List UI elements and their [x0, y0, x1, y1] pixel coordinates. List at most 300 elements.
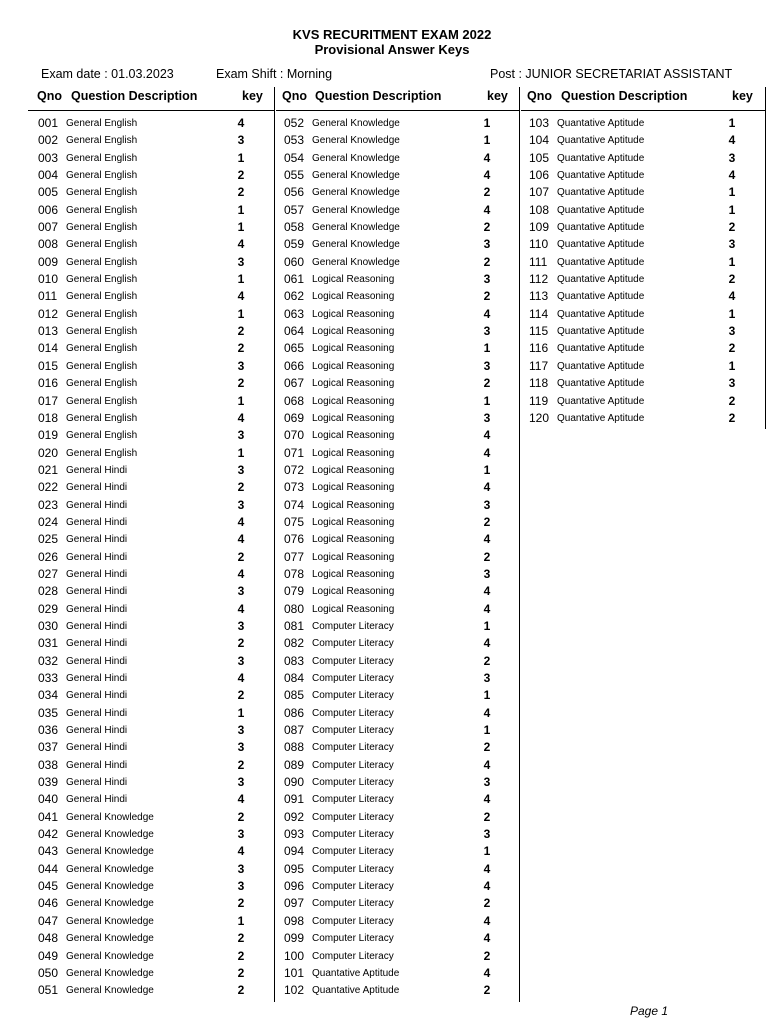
- answer-row: [38, 184, 268, 201]
- question-number: 008: [38, 237, 59, 252]
- question-number: 009: [38, 254, 59, 269]
- answer-row: [38, 340, 268, 357]
- answer-key: 1: [483, 688, 491, 703]
- answer-key: 2: [237, 168, 245, 183]
- question-description: General Knowledge: [312, 239, 400, 251]
- question-description: Computer Literacy: [312, 950, 394, 962]
- answer-row: [284, 410, 514, 427]
- answer-key: 1: [237, 913, 245, 928]
- question-number: 061: [284, 272, 305, 287]
- question-description: General English: [66, 291, 138, 303]
- question-description: General English: [66, 378, 138, 390]
- answer-row: [529, 150, 759, 167]
- answer-row: [38, 427, 268, 444]
- answer-key: 1: [483, 844, 491, 859]
- question-number: 095: [284, 861, 305, 876]
- question-number: 080: [284, 601, 305, 616]
- answer-key: 2: [483, 185, 491, 200]
- question-number: 039: [38, 775, 59, 790]
- answer-key: 2: [483, 514, 491, 529]
- question-number: 025: [38, 532, 59, 547]
- answer-row: [284, 861, 514, 878]
- answer-row: [529, 202, 759, 219]
- question-description: Logical Reasoning: [312, 447, 395, 459]
- page-number: Page 1: [630, 1004, 669, 1018]
- question-description: General English: [66, 152, 138, 164]
- answer-row: [38, 601, 268, 618]
- answer-row: [529, 288, 759, 305]
- answer-key: 2: [483, 549, 491, 564]
- question-number: 011: [38, 289, 58, 304]
- question-description: Quantative Aptitude: [557, 274, 645, 286]
- answer-key: 2: [237, 376, 245, 391]
- question-description: Quantative Aptitude: [557, 291, 645, 303]
- question-number: 056: [284, 185, 305, 200]
- answer-row: [284, 774, 514, 791]
- question-description: Logical Reasoning: [312, 308, 395, 320]
- question-description: General English: [66, 395, 138, 407]
- question-description: General Knowledge: [312, 222, 400, 234]
- question-number: 004: [38, 168, 59, 183]
- question-number: 052: [284, 116, 305, 130]
- answer-key: 2: [483, 376, 491, 391]
- answer-row: [284, 618, 514, 635]
- question-description: Quantative Aptitude: [557, 360, 645, 372]
- question-description: Computer Literacy: [312, 915, 394, 927]
- answer-key: 3: [237, 861, 245, 876]
- question-number: 082: [284, 636, 305, 651]
- answer-row: [529, 236, 759, 253]
- question-number: 112: [529, 272, 549, 287]
- question-number: 002: [38, 133, 59, 148]
- answer-key: 2: [237, 965, 245, 980]
- answer-key: 1: [483, 116, 491, 130]
- question-number: 031: [38, 636, 59, 651]
- question-number: 059: [284, 237, 305, 252]
- question-description: Computer Literacy: [312, 725, 394, 737]
- answer-key: 4: [483, 931, 491, 946]
- document-subtitle: Provisional Answer Keys: [314, 42, 470, 57]
- answer-key: 1: [728, 306, 736, 321]
- answer-key: 1: [237, 705, 245, 720]
- answer-row: [38, 462, 268, 479]
- question-description: General Hindi: [66, 551, 128, 563]
- question-description: Quantative Aptitude: [557, 239, 645, 251]
- question-number: 038: [38, 757, 59, 772]
- question-number: 035: [38, 705, 59, 720]
- answer-key: 2: [237, 480, 245, 495]
- question-number: 007: [38, 220, 59, 235]
- question-description: Logical Reasoning: [312, 326, 395, 338]
- question-description: Computer Literacy: [312, 707, 394, 719]
- answer-key: 2: [483, 809, 491, 824]
- answer-row: [284, 531, 514, 548]
- answer-row: [38, 583, 268, 600]
- question-description: Quantative Aptitude: [557, 256, 645, 268]
- answer-row: [38, 618, 268, 635]
- question-description: General Knowledge: [66, 811, 154, 823]
- question-description: Logical Reasoning: [312, 516, 395, 528]
- answer-row: [38, 687, 268, 704]
- question-description: Logical Reasoning: [312, 378, 395, 390]
- answer-key: 1: [237, 150, 245, 165]
- question-number: 069: [284, 410, 305, 425]
- question-description: Logical Reasoning: [312, 343, 395, 355]
- answer-row: [284, 271, 514, 288]
- question-description: General Knowledge: [66, 881, 154, 893]
- question-description: Logical Reasoning: [312, 395, 395, 407]
- answer-key: 4: [237, 514, 245, 529]
- answer-row: [284, 132, 514, 149]
- question-number: 013: [38, 324, 59, 339]
- answer-key: 3: [237, 653, 245, 668]
- answer-key: 2: [237, 896, 245, 911]
- question-number: 065: [284, 341, 305, 356]
- question-number: 022: [38, 480, 59, 495]
- question-number: 019: [38, 428, 59, 443]
- answer-row: [38, 236, 268, 253]
- question-description: Logical Reasoning: [312, 412, 395, 424]
- answer-key: 3: [483, 671, 491, 685]
- question-number: 045: [38, 879, 59, 894]
- answer-key: 4: [483, 792, 491, 807]
- answer-column-3: [529, 115, 759, 427]
- answer-key: 2: [728, 410, 736, 425]
- answer-row: [38, 982, 268, 999]
- question-number: 072: [284, 462, 305, 477]
- question-number: 073: [284, 480, 305, 495]
- answer-row: [284, 184, 514, 201]
- question-number: 049: [38, 948, 59, 963]
- column-divider: [274, 87, 275, 1002]
- header-key: key: [487, 89, 508, 103]
- answer-row: [529, 358, 759, 375]
- answer-key: 4: [237, 237, 245, 252]
- header-rule: [276, 110, 519, 111]
- question-description: General Hindi: [66, 794, 128, 806]
- answer-row: [38, 930, 268, 947]
- question-number: 001: [38, 116, 59, 130]
- answer-key: 4: [483, 202, 491, 217]
- answer-key: 2: [237, 636, 245, 651]
- question-number: 048: [38, 931, 59, 946]
- answer-row: [38, 757, 268, 774]
- answer-row: [38, 479, 268, 496]
- answer-key: 1: [728, 358, 736, 373]
- answer-key: 3: [237, 133, 245, 148]
- question-description: Quantative Aptitude: [557, 343, 645, 355]
- question-description: General Knowledge: [312, 118, 400, 129]
- answer-key: 4: [483, 445, 491, 460]
- answer-key: 1: [237, 272, 245, 287]
- answer-row: [284, 653, 514, 670]
- answer-key: 3: [728, 376, 736, 391]
- answer-row: [284, 635, 514, 652]
- question-description: Logical Reasoning: [312, 568, 395, 580]
- answer-row: [38, 965, 268, 982]
- question-number: 042: [38, 827, 59, 842]
- answer-key: 3: [237, 775, 245, 790]
- question-number: 016: [38, 376, 59, 391]
- question-description: General Hindi: [66, 534, 128, 546]
- answer-row: [284, 202, 514, 219]
- question-number: 108: [529, 202, 550, 217]
- answer-key: 2: [483, 289, 491, 304]
- question-number: 023: [38, 497, 59, 512]
- question-description: Quantative Aptitude: [557, 326, 645, 338]
- answer-key: 3: [728, 237, 736, 252]
- answer-row: [38, 410, 268, 427]
- answer-key: 3: [237, 584, 245, 599]
- question-description: General Knowledge: [66, 967, 154, 979]
- header-qno: Qno: [282, 89, 307, 103]
- question-number: 076: [284, 532, 305, 547]
- answer-row: [284, 254, 514, 271]
- answer-key: 4: [237, 289, 245, 304]
- question-number: 036: [38, 723, 59, 738]
- question-number: 063: [284, 306, 305, 321]
- answer-key: 1: [237, 220, 245, 235]
- answer-row: [284, 514, 514, 531]
- answer-row: [529, 167, 759, 184]
- answer-key: 2: [728, 220, 736, 235]
- answer-column-2: [284, 115, 514, 1000]
- question-number: 070: [284, 428, 305, 443]
- answer-key: 3: [483, 566, 491, 581]
- question-description: General Hindi: [66, 673, 128, 684]
- question-number: 088: [284, 740, 305, 755]
- question-number: 026: [38, 549, 59, 564]
- answer-key: 3: [237, 723, 245, 738]
- answer-row: [38, 861, 268, 878]
- answer-key: 4: [483, 601, 491, 616]
- answer-key: 1: [728, 116, 736, 130]
- answer-key: 2: [728, 272, 736, 287]
- question-number: 102: [284, 983, 305, 998]
- question-description: General Knowledge: [312, 152, 400, 164]
- question-description: General Hindi: [66, 568, 128, 580]
- answer-key: 3: [237, 497, 245, 512]
- question-number: 075: [284, 514, 305, 529]
- question-description: General Hindi: [66, 464, 128, 476]
- answer-row: [284, 739, 514, 756]
- question-number: 046: [38, 896, 59, 911]
- answer-row: [38, 514, 268, 531]
- answer-row: [284, 549, 514, 566]
- question-description: General Hindi: [66, 603, 128, 615]
- question-description: Computer Literacy: [312, 673, 394, 684]
- answer-row: [38, 219, 268, 236]
- question-number: 103: [529, 116, 550, 130]
- answer-row: [284, 566, 514, 583]
- answer-row: [284, 219, 514, 236]
- question-number: 071: [284, 445, 305, 460]
- question-number: 091: [284, 792, 305, 807]
- question-number: 030: [38, 618, 59, 633]
- answer-key: 2: [483, 740, 491, 755]
- answer-key: 4: [728, 133, 736, 148]
- question-number: 044: [38, 861, 59, 876]
- question-number: 087: [284, 723, 305, 738]
- question-description: Computer Literacy: [312, 638, 394, 650]
- answer-key: 1: [728, 185, 736, 200]
- answer-row: [284, 687, 514, 704]
- question-description: Logical Reasoning: [312, 534, 395, 546]
- question-number: 067: [284, 376, 305, 391]
- question-description: General Knowledge: [312, 204, 400, 216]
- exam-date: Exam date : 01.03.2023: [41, 67, 174, 81]
- answer-key: 3: [237, 428, 245, 443]
- answer-row: [38, 202, 268, 219]
- question-number: 083: [284, 653, 305, 668]
- answer-key: 1: [237, 393, 245, 408]
- question-number: 057: [284, 202, 305, 217]
- answer-row: [284, 930, 514, 947]
- answer-key: 4: [483, 913, 491, 928]
- answer-row: [38, 670, 268, 687]
- answer-key: 4: [483, 584, 491, 599]
- question-description: Quantative Aptitude: [557, 204, 645, 216]
- answer-row: [284, 150, 514, 167]
- question-description: Computer Literacy: [312, 846, 394, 858]
- answer-key: 3: [237, 254, 245, 269]
- answer-row: [284, 601, 514, 618]
- answer-key: 3: [237, 462, 245, 477]
- answer-key: 3: [237, 740, 245, 755]
- question-description: General Knowledge: [66, 863, 154, 875]
- answer-row: [529, 184, 759, 201]
- question-number: 092: [284, 809, 305, 824]
- answer-row: [284, 791, 514, 808]
- question-description: General Knowledge: [312, 170, 400, 182]
- question-number: 033: [38, 671, 59, 685]
- question-number: 043: [38, 844, 59, 859]
- answer-row: [38, 774, 268, 791]
- answer-row: [284, 340, 514, 357]
- answer-row: [38, 531, 268, 548]
- question-number: 114: [529, 306, 549, 321]
- question-description: Quantative Aptitude: [557, 395, 645, 407]
- answer-row: [38, 635, 268, 652]
- question-number: 051: [38, 983, 59, 998]
- answer-key: 4: [483, 480, 491, 495]
- question-number: 032: [38, 653, 59, 668]
- question-description: General Knowledge: [66, 846, 154, 858]
- question-description: General Hindi: [66, 516, 128, 528]
- answer-key: 4: [483, 636, 491, 651]
- answer-row: [284, 462, 514, 479]
- question-number: 081: [284, 618, 305, 633]
- answer-row: [529, 254, 759, 271]
- question-description: Quantative Aptitude: [312, 985, 400, 997]
- question-description: General English: [66, 326, 138, 338]
- question-number: 062: [284, 289, 305, 304]
- answer-row: [284, 965, 514, 982]
- answer-key: 1: [483, 723, 491, 738]
- question-description: General English: [66, 256, 138, 268]
- question-description: Logical Reasoning: [312, 430, 395, 442]
- question-number: 117: [529, 358, 549, 373]
- answer-row: [38, 115, 268, 132]
- answer-row: [284, 167, 514, 184]
- answer-column-1: [38, 115, 268, 1000]
- answer-key: 3: [483, 410, 491, 425]
- question-description: General English: [66, 239, 138, 251]
- question-number: 037: [38, 740, 59, 755]
- header-description: Question Description: [71, 89, 198, 103]
- answer-key: 1: [483, 393, 491, 408]
- answer-row: [38, 393, 268, 410]
- answer-key: 4: [483, 150, 491, 165]
- answer-key: 2: [237, 549, 245, 564]
- answer-row: [38, 826, 268, 843]
- header-key: key: [242, 89, 263, 103]
- answer-row: [529, 306, 759, 323]
- answer-key: 4: [483, 168, 491, 183]
- answer-key: 2: [237, 948, 245, 963]
- question-description: Quantative Aptitude: [557, 170, 645, 182]
- answer-row: [284, 393, 514, 410]
- question-number: 074: [284, 497, 305, 512]
- answer-row: [529, 375, 759, 392]
- column-divider: [519, 87, 520, 1002]
- answer-key: 2: [483, 983, 491, 998]
- question-description: General English: [66, 412, 138, 424]
- answer-key: 2: [483, 948, 491, 963]
- question-number: 028: [38, 584, 59, 599]
- answer-key: 4: [237, 566, 245, 581]
- answer-key: 2: [237, 324, 245, 339]
- answer-row: [284, 427, 514, 444]
- question-number: 055: [284, 168, 305, 183]
- answer-row: [529, 271, 759, 288]
- answer-row: [38, 843, 268, 860]
- answer-key: 2: [237, 185, 245, 200]
- answer-row: [284, 583, 514, 600]
- header-rule: [521, 110, 766, 111]
- answer-row: [38, 653, 268, 670]
- question-number: 024: [38, 514, 59, 529]
- answer-row: [38, 254, 268, 271]
- answer-key: 1: [237, 306, 245, 321]
- question-description: Computer Literacy: [312, 759, 394, 771]
- answer-key: 3: [237, 618, 245, 633]
- question-description: Logical Reasoning: [312, 360, 395, 372]
- question-number: 089: [284, 757, 305, 772]
- answer-row: [529, 393, 759, 410]
- answer-key: 4: [237, 410, 245, 425]
- answer-row: [38, 375, 268, 392]
- question-description: Logical Reasoning: [312, 274, 395, 286]
- answer-row: [284, 445, 514, 462]
- answer-key: 2: [483, 220, 491, 235]
- question-number: 068: [284, 393, 305, 408]
- question-description: Computer Literacy: [312, 829, 394, 841]
- question-number: 040: [38, 792, 59, 807]
- question-number: 116: [529, 341, 549, 356]
- question-number: 066: [284, 358, 305, 373]
- question-description: General Knowledge: [66, 915, 154, 927]
- question-number: 003: [38, 150, 59, 165]
- question-number: 050: [38, 965, 59, 980]
- question-description: Quantative Aptitude: [557, 308, 645, 320]
- answer-row: [38, 878, 268, 895]
- question-number: 105: [529, 150, 550, 165]
- answer-key: 4: [483, 965, 491, 980]
- question-description: Computer Literacy: [312, 655, 394, 667]
- question-description: Logical Reasoning: [312, 551, 395, 563]
- answer-key: 4: [483, 879, 491, 894]
